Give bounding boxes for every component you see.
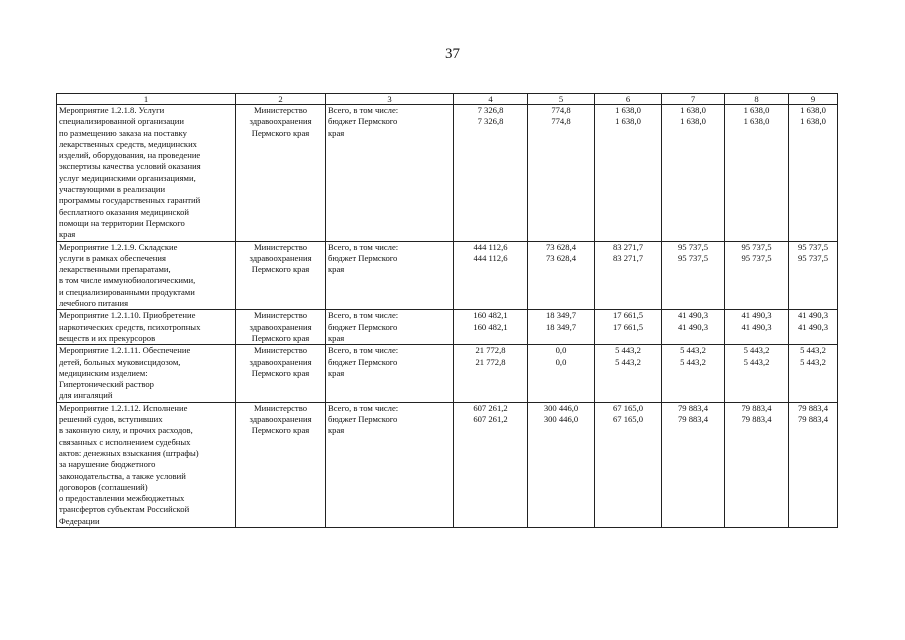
measure-cell-line: лекарственных средств, медицинских (59, 138, 197, 149)
measure-cell-line: в законную силу, и прочих расходов, (59, 425, 193, 436)
measure-cell (57, 345, 236, 402)
executor-cell-line: Министерство (254, 345, 307, 356)
table-row (57, 241, 838, 310)
total-amount: 95 737,5 (797, 241, 829, 252)
amount-cell-col-8 (725, 345, 789, 402)
measure-cell-line: экспертизы качества условий оказания (59, 161, 201, 172)
funding-source-cell-line: бюджет Пермского (328, 414, 398, 425)
measure-cell-line: о предоставлении межбюджетных (59, 493, 185, 504)
amount-cell-col-8 (725, 241, 789, 310)
executor-cell-line: Министерство (254, 310, 307, 321)
budget-amount: 95 737,5 (797, 252, 829, 263)
total-amount: 160 482,1 (473, 310, 508, 321)
measure-cell-line: участвующими в реализации (59, 184, 166, 195)
executor-cell-line: здравоохранения (249, 321, 312, 332)
amount-cell-col-6 (595, 241, 662, 310)
column-header-5: 5 (528, 94, 595, 105)
funding-source-cell (326, 105, 454, 242)
amount-cell-col-5 (528, 241, 595, 310)
funding-source-cell (326, 241, 454, 310)
total-amount: 1 638,0 (800, 105, 826, 115)
budget-amount: 95 737,5 (741, 252, 772, 263)
total-amount: 73 628,4 (545, 241, 577, 252)
total-amount: 79 883,4 (797, 402, 829, 413)
amount-cell-col-4 (454, 345, 528, 402)
amount-cell-col-6 (595, 105, 662, 242)
table-row (57, 402, 838, 527)
column-header-6: 6 (595, 94, 662, 105)
measure-cell-line: бесплатного оказания медицинской (59, 206, 190, 217)
executor-cell-line: здравоохранения (249, 116, 312, 127)
budget-amount: 41 490,3 (677, 321, 709, 332)
amount-cell-col-4 (454, 241, 528, 310)
measure-cell-line: договоров (соглашений) (59, 481, 148, 492)
executor-cell-line: здравоохранения (249, 252, 312, 263)
column-header-4: 4 (454, 94, 528, 105)
amount-cell-col-4 (454, 105, 528, 242)
budget-amount: 1 638,0 (615, 116, 641, 127)
amount-cell-col-5 (528, 402, 595, 527)
executor-cell-line: Министерство (254, 241, 307, 252)
funding-source-cell-line: бюджет Пермского (328, 356, 398, 367)
amount-cell-col-6 (595, 345, 662, 402)
measure-cell-line: Мероприятие 1.2.1.9. Складские (59, 241, 178, 252)
budget-amount: 79 883,4 (797, 414, 829, 425)
budget-amount: 5 443,2 (800, 356, 826, 367)
measure-cell-line: детей, больных муковисцидозом, (59, 356, 181, 367)
funding-source-cell-line: края (328, 127, 345, 138)
funding-source-cell-line: бюджет Пермского (328, 321, 398, 332)
budget-amount: 1 638,0 (800, 116, 826, 127)
funding-source-cell-line: бюджет Пермского (328, 116, 398, 127)
total-amount: 83 271,7 (612, 241, 644, 252)
budget-amount: 5 443,2 (743, 356, 770, 367)
total-amount: 95 737,5 (741, 241, 772, 252)
measure-cell-line: веществ и их прекурсоров (59, 332, 156, 343)
measure-cell-line: трансфертов субъектам Российской (59, 504, 190, 515)
total-amount: 41 490,3 (677, 310, 709, 321)
budget-amount: 5 443,2 (680, 356, 706, 367)
executor-cell (236, 310, 326, 345)
budget-amount: 300 446,0 (543, 414, 579, 425)
budget-amount: 41 490,3 (741, 321, 772, 332)
budget-table (56, 93, 838, 528)
executor-cell-line: Пермского края (251, 425, 310, 436)
budget-amount: 607 261,2 (473, 414, 508, 425)
amount-cell-col-9 (789, 105, 838, 242)
measure-cell-line: услуг медицинскими организациями, (59, 172, 196, 183)
measure-cell-line: Мероприятие 1.2.1.12. Исполнение (59, 402, 188, 413)
funding-source-cell-line: края (328, 425, 345, 436)
budget-amount: 83 271,7 (612, 252, 644, 263)
total-amount: 7 326,8 (477, 105, 504, 115)
budget-amount: 160 482,1 (473, 321, 508, 332)
executor-cell (236, 241, 326, 310)
table-row (57, 105, 838, 242)
executor-cell-line: Пермского края (251, 264, 310, 275)
amount-cell-col-5 (528, 105, 595, 242)
table-row (57, 345, 838, 402)
budget-amount: 17 661,5 (612, 321, 644, 332)
column-header-9: 9 (789, 94, 838, 105)
measure-cell-line: лекарственными препаратами, (59, 264, 171, 275)
executor-cell-line: Пермского края (251, 367, 310, 378)
amount-cell-col-9 (789, 241, 838, 310)
total-amount: 1 638,0 (615, 105, 641, 115)
table-row (57, 310, 838, 345)
measure-cell-line: лечебного питания (59, 298, 129, 309)
budget-amount: 7 326,8 (477, 116, 504, 127)
funding-source-cell-line: края (328, 367, 345, 378)
measure-cell-line: за нарушение бюджетного (59, 459, 156, 470)
total-amount: 774,8 (551, 105, 571, 115)
measure-cell-line: Мероприятие 1.2.1.8. Услуги (59, 105, 165, 115)
amount-cell-col-7 (662, 402, 725, 527)
total-amount: 5 443,2 (743, 345, 770, 356)
total-amount: 41 490,3 (797, 310, 829, 321)
total-amount: 18 349,7 (545, 310, 577, 321)
amount-cell-col-8 (725, 105, 789, 242)
measure-cell-line: края (59, 229, 76, 240)
executor-cell-line: здравоохранения (249, 414, 312, 425)
budget-amount: 0,0 (555, 356, 567, 367)
measure-cell-line: Мероприятие 1.2.1.10. Приобретение (59, 310, 196, 321)
funding-source-cell-line: бюджет Пермского (328, 252, 398, 263)
funding-source-cell (326, 310, 454, 345)
funding-source-cell-line: Всего, в том числе: (328, 402, 399, 413)
column-header-8: 8 (725, 94, 789, 105)
executor-cell (236, 345, 326, 402)
measure-cell-line: помощи на территории Пермского (59, 217, 185, 228)
measure-cell-line: связанных с исполнением судебных (59, 436, 191, 447)
executor-cell (236, 402, 326, 527)
total-amount: 607 261,2 (473, 402, 508, 413)
measure-cell (57, 310, 236, 345)
measure-cell-line: услуги в рамках обеспечения (59, 252, 166, 263)
amount-cell-col-6 (595, 402, 662, 527)
funding-source-cell-line: Всего, в том числе: (328, 310, 399, 321)
total-amount: 17 661,5 (612, 310, 644, 321)
amount-cell-col-9 (789, 345, 838, 402)
measure-cell-line: решений судов, вступивших (59, 414, 163, 425)
executor-cell-line: Пермского края (251, 332, 310, 343)
measure-cell-line: Мероприятие 1.2.1.11. Обеспечение (59, 345, 191, 356)
measure-cell-line: Гипертонический раствор (59, 379, 154, 390)
measure-cell-line: по размещению заказа на поставку (59, 127, 187, 138)
budget-amount: 5 443,2 (615, 356, 641, 367)
amount-cell-col-7 (662, 105, 725, 242)
total-amount: 41 490,3 (741, 310, 772, 321)
total-amount: 444 112,6 (473, 241, 508, 252)
amount-cell-col-9 (789, 402, 838, 527)
total-amount: 21 772,8 (475, 345, 506, 356)
amount-cell-col-7 (662, 345, 725, 402)
total-amount: 5 443,2 (800, 345, 826, 356)
column-header-1: 1 (57, 94, 236, 105)
measure-cell (57, 105, 236, 242)
measure-cell-line: изделий, оборудования, на проведение (59, 150, 201, 161)
column-header-2: 2 (236, 94, 326, 105)
amount-cell-col-4 (454, 310, 528, 345)
executor-cell-line: Министерство (254, 402, 307, 413)
measure-cell (57, 402, 236, 527)
amount-cell-col-5 (528, 345, 595, 402)
column-header-3: 3 (326, 94, 454, 105)
amount-cell-col-7 (662, 241, 725, 310)
total-amount: 95 737,5 (677, 241, 709, 252)
budget-amount: 95 737,5 (677, 252, 709, 263)
measure-cell-line: наркотических средств, психотропных (59, 321, 201, 332)
amount-cell-col-6 (595, 310, 662, 345)
executor-cell-line: Министерство (254, 105, 307, 115)
measure-cell-line: программы государственных гарантий (59, 195, 201, 206)
budget-amount: 21 772,8 (475, 356, 506, 367)
budget-amount: 1 638,0 (743, 116, 770, 127)
total-amount: 5 443,2 (680, 345, 706, 356)
amount-cell-col-5 (528, 310, 595, 345)
measure-cell-line: законодательства, а также условий (59, 470, 186, 481)
amount-cell-col-8 (725, 402, 789, 527)
budget-amount: 774,8 (551, 116, 571, 127)
executor-cell-line: здравоохранения (249, 356, 312, 367)
funding-source-cell-line: края (328, 264, 345, 275)
total-amount: 5 443,2 (615, 345, 641, 356)
total-amount: 300 446,0 (543, 402, 579, 413)
executor-cell-line: Пермского края (251, 127, 310, 138)
funding-source-cell-line: Всего, в том числе: (328, 241, 399, 252)
funding-source-cell (326, 345, 454, 402)
funding-source-cell-line: Всего, в том числе: (328, 345, 399, 356)
budget-amount: 79 883,4 (677, 414, 709, 425)
funding-source-cell-line: края (328, 332, 345, 343)
measure-cell-line: медицинским изделием: (59, 367, 148, 378)
measure-cell-line: для ингаляций (59, 390, 113, 401)
funding-source-cell (326, 402, 454, 527)
executor-cell (236, 105, 326, 242)
total-amount: 79 883,4 (677, 402, 709, 413)
total-amount: 1 638,0 (743, 105, 770, 115)
total-amount: 1 638,0 (680, 105, 706, 115)
budget-amount: 18 349,7 (545, 321, 577, 332)
funding-source-cell-line: Всего, в том числе: (328, 105, 399, 115)
column-header-7: 7 (662, 94, 725, 105)
total-amount: 67 165,0 (612, 402, 644, 413)
total-amount: 0,0 (555, 345, 567, 356)
budget-amount: 73 628,4 (545, 252, 577, 263)
amount-cell-col-4 (454, 402, 528, 527)
amount-cell-col-9 (789, 310, 838, 345)
budget-amount: 1 638,0 (680, 116, 706, 127)
budget-amount: 79 883,4 (741, 414, 772, 425)
budget-amount: 67 165,0 (612, 414, 644, 425)
measure-cell-line: Федерации (59, 515, 100, 526)
table-body (57, 105, 838, 528)
measure-cell-line: актов: денежных взыскания (штрафы) (59, 447, 199, 458)
header-row (57, 94, 838, 105)
total-amount: 79 883,4 (741, 402, 772, 413)
page-number: 37 (445, 46, 460, 62)
measure-cell-line: в том числе иммунобиологическими, (59, 275, 196, 286)
measure-cell-line: специализированной организации (59, 116, 184, 127)
budget-amount: 41 490,3 (797, 321, 829, 332)
measure-cell-line: и специализированными продуктами (59, 286, 195, 297)
budget-amount: 444 112,6 (473, 252, 508, 263)
amount-cell-col-7 (662, 310, 725, 345)
measure-cell (57, 241, 236, 310)
amount-cell-col-8 (725, 310, 789, 345)
